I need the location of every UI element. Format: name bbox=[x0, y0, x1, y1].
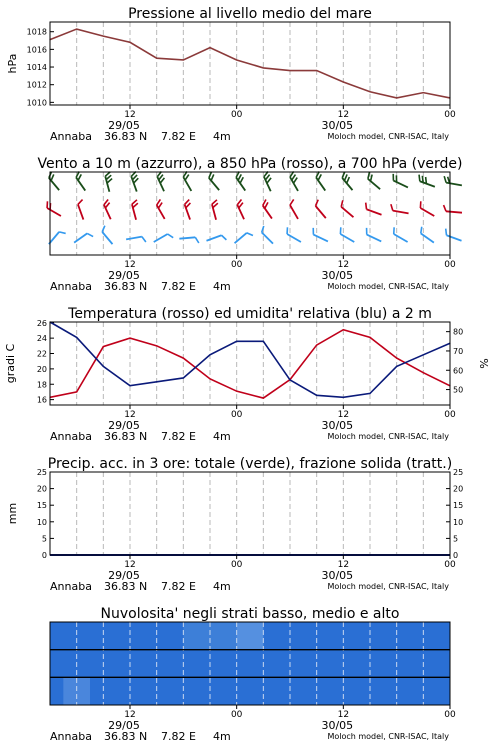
wind-barb-850hPa bbox=[77, 200, 89, 220]
station-lat: 36.83 N bbox=[104, 280, 148, 293]
y-tick-label: 18 bbox=[36, 380, 47, 390]
barb-shaft bbox=[104, 205, 111, 220]
wind-barb-10m bbox=[126, 236, 146, 245]
wind-barb-700hPa bbox=[443, 176, 463, 185]
station-lat: 36.83 N bbox=[104, 580, 148, 593]
humidity-line-point bbox=[396, 366, 397, 367]
y-axis-label: mm bbox=[6, 502, 19, 525]
humidity-line-point bbox=[289, 379, 290, 380]
model-credit: Moloch model, CNR-ISAC, Italy bbox=[327, 282, 449, 291]
panel-title: Pressione al livello medio del mare bbox=[128, 6, 372, 22]
wind-barb-850hPa bbox=[390, 204, 410, 213]
wind-barb-10m bbox=[364, 228, 384, 241]
humidity-line-point bbox=[343, 397, 344, 398]
pressure-line-point bbox=[129, 42, 130, 43]
x-tick-label: 00 bbox=[444, 560, 456, 570]
barb-feather bbox=[391, 227, 397, 234]
station-alt: 4m bbox=[213, 430, 231, 443]
date-label: 30/05 bbox=[321, 419, 354, 432]
temperature-line-point bbox=[316, 344, 317, 345]
panel-title: Precip. acc. in 3 ore: totale (verde), frazione solida (tratt.) bbox=[47, 456, 453, 472]
barb-feather bbox=[391, 174, 396, 181]
y-axis-label-right: % bbox=[478, 358, 491, 369]
wind-barb-850hPa bbox=[103, 199, 116, 219]
wind-barb-700hPa bbox=[47, 172, 64, 190]
x-tick-label: 12 bbox=[337, 110, 350, 120]
wind-barb-10m bbox=[179, 237, 198, 245]
y-tick-label: 0 bbox=[41, 551, 47, 560]
y-tick-label: 1012 bbox=[26, 80, 47, 90]
wind-barb-700hPa bbox=[391, 174, 411, 187]
barb-feather bbox=[168, 233, 174, 240]
barb-feather bbox=[364, 203, 369, 210]
barb-feather bbox=[284, 227, 290, 234]
model-credit: Moloch model, CNR-ISAC, Italy bbox=[327, 132, 449, 141]
x-tick-label: 12 bbox=[124, 260, 136, 270]
temperature-line-point bbox=[103, 346, 104, 347]
wind-barb-850hPa bbox=[211, 200, 222, 220]
pressure-line-point bbox=[396, 97, 397, 98]
barb-shaft bbox=[126, 237, 142, 240]
wind-barb-700hPa bbox=[182, 171, 197, 190]
y-tick-label: 26 bbox=[36, 318, 47, 328]
humidity-line-point bbox=[156, 381, 157, 382]
y-tick-label: 25 bbox=[36, 468, 47, 477]
barb-feather bbox=[390, 204, 394, 210]
y-tick-label: 20 bbox=[36, 484, 47, 494]
station-name: Annaba bbox=[50, 730, 92, 743]
pressure-line-point bbox=[209, 47, 210, 48]
wind-barb-700hPa bbox=[263, 171, 276, 191]
station-lon: 7.82 E bbox=[161, 730, 196, 743]
barb-shaft bbox=[446, 211, 462, 212]
wind-barb-10m bbox=[260, 226, 278, 244]
temperature-line-point bbox=[209, 378, 210, 379]
y-axis-label: hPa bbox=[6, 53, 19, 74]
wind-barb-700hPa bbox=[340, 172, 357, 190]
barb-shaft bbox=[393, 211, 409, 214]
y-tick-label-right: 5 bbox=[453, 534, 459, 544]
station-lat: 36.83 N bbox=[104, 130, 148, 143]
temperature-line-point bbox=[129, 338, 130, 339]
barb-feather bbox=[44, 201, 50, 208]
y-tick-label-right: 25 bbox=[453, 468, 464, 477]
station-name: Annaba bbox=[50, 130, 92, 143]
x-tick-label: 00 bbox=[230, 110, 243, 120]
pressure-line-point bbox=[369, 91, 370, 92]
x-tick-label: 00 bbox=[444, 410, 456, 420]
barb-shaft bbox=[420, 208, 434, 216]
x-tick-label: 12 bbox=[124, 110, 136, 120]
x-tick-label: 00 bbox=[444, 710, 456, 720]
barb-feather bbox=[417, 175, 422, 182]
barb-feather bbox=[443, 205, 447, 211]
barb-shaft bbox=[263, 205, 272, 218]
wind-barb-850hPa bbox=[314, 200, 331, 218]
temperature-line-point bbox=[156, 345, 157, 346]
wind-barb-850hPa bbox=[443, 205, 462, 213]
wind-barb-850hPa bbox=[339, 200, 357, 217]
y-tick-label: 15 bbox=[36, 501, 47, 511]
y-tick-label: 20 bbox=[36, 364, 47, 374]
barb-shaft bbox=[287, 234, 301, 242]
barb-shaft bbox=[290, 205, 298, 219]
humidity-line-point bbox=[183, 377, 184, 378]
station-alt: 4m bbox=[213, 580, 231, 593]
cloud-cell-alto bbox=[237, 622, 264, 650]
barb-shaft bbox=[366, 209, 381, 214]
wind-barb-700hPa bbox=[130, 172, 142, 192]
y-tick-label: 5 bbox=[41, 534, 47, 544]
barb-shaft bbox=[316, 177, 325, 190]
y-tick-label: 1010 bbox=[26, 98, 47, 108]
x-tick-label: 12 bbox=[124, 410, 136, 420]
temperature-line-point bbox=[423, 372, 424, 373]
x-tick-label: 12 bbox=[337, 560, 350, 570]
y-tick-label: 16 bbox=[36, 395, 47, 405]
x-tick-label: 00 bbox=[230, 260, 243, 270]
y-tick-label-right: 15 bbox=[453, 501, 464, 511]
station-alt: 4m bbox=[213, 730, 231, 743]
wind-barb-850hPa bbox=[155, 199, 170, 218]
pressure-line-point bbox=[236, 59, 237, 60]
barb-shaft bbox=[157, 205, 165, 219]
wind-barb-10m bbox=[100, 226, 117, 244]
wind-barb-850hPa bbox=[44, 201, 63, 216]
humidity-line-point bbox=[369, 393, 370, 394]
date-label: 29/05 bbox=[108, 569, 140, 582]
date-label: 30/05 bbox=[321, 269, 354, 282]
x-tick-label: 12 bbox=[337, 710, 350, 720]
humidity-line-point bbox=[316, 395, 317, 396]
x-tick-label: 00 bbox=[444, 110, 456, 120]
barb-shaft bbox=[179, 237, 195, 238]
barb-shaft bbox=[236, 177, 245, 190]
y-tick-label: 1014 bbox=[26, 63, 47, 73]
barb-shaft bbox=[367, 235, 382, 242]
wind-barb-10m bbox=[284, 227, 303, 242]
barb-shaft bbox=[47, 208, 61, 216]
x-tick-label: 00 bbox=[230, 560, 243, 570]
y-tick-label: 22 bbox=[36, 349, 47, 359]
date-label: 30/05 bbox=[321, 119, 354, 132]
date-label: 30/05 bbox=[321, 569, 354, 582]
station-name: Annaba bbox=[50, 580, 92, 593]
y-tick-label-right: 20 bbox=[453, 484, 464, 494]
barb-feather bbox=[195, 237, 199, 243]
station-name: Annaba bbox=[50, 280, 92, 293]
x-tick-label: 12 bbox=[337, 260, 350, 270]
y-tick-label-right: 60 bbox=[453, 366, 464, 376]
y-tick-label: 24 bbox=[36, 334, 47, 344]
barb-shaft bbox=[421, 233, 434, 242]
date-label: 29/05 bbox=[108, 269, 140, 282]
temperature-line-point bbox=[183, 358, 184, 359]
y-tick-label: 10 bbox=[36, 517, 47, 527]
y-tick-label-right: 0 bbox=[453, 551, 459, 560]
panel-title: Vento a 10 m (azzurro), a 850 hPa (rosso), a 700 hPa (verde) bbox=[37, 156, 463, 172]
y-tick-label: 1018 bbox=[26, 27, 47, 37]
x-tick-label: 00 bbox=[230, 410, 243, 420]
wind-barb-10m bbox=[338, 227, 357, 242]
wind-barb-10m bbox=[206, 234, 226, 246]
panel-title: Temperatura (rosso) ed umidita' relativa (blu) a 2 m bbox=[68, 306, 432, 322]
barb-shaft bbox=[394, 234, 408, 242]
y-tick-label: 1016 bbox=[26, 45, 47, 55]
pressure-line-point bbox=[343, 81, 344, 82]
barb-feather bbox=[142, 236, 146, 242]
barb-shaft bbox=[154, 234, 168, 242]
humidity-line-point bbox=[423, 354, 424, 355]
wind-barb-10m bbox=[235, 231, 253, 248]
barb-shaft bbox=[420, 181, 435, 186]
humidity-line-point bbox=[76, 337, 77, 338]
model-credit: Moloch model, CNR-ISAC, Italy bbox=[327, 732, 449, 741]
y-tick-label-right: 70 bbox=[453, 346, 464, 356]
wind-barb-700hPa bbox=[417, 175, 437, 187]
plot-frame bbox=[50, 322, 450, 405]
pressure-line-point bbox=[316, 70, 317, 71]
wind-barb-850hPa bbox=[418, 201, 437, 216]
humidity-line bbox=[50, 322, 450, 397]
barb-feather bbox=[444, 229, 449, 236]
temperature-line-point bbox=[343, 329, 344, 330]
barb-feather bbox=[338, 227, 344, 234]
x-tick-label: 00 bbox=[230, 710, 243, 720]
wind-barb-850hPa bbox=[131, 200, 142, 220]
station-lat: 36.83 N bbox=[104, 430, 148, 443]
x-tick-label: 12 bbox=[124, 710, 136, 720]
y-tick-label-right: 50 bbox=[453, 385, 464, 395]
barb-shaft bbox=[78, 204, 83, 219]
barb-feather bbox=[364, 228, 369, 235]
y-tick-label-right: 80 bbox=[453, 327, 464, 337]
model-credit: Moloch model, CNR-ISAC, Italy bbox=[327, 432, 449, 441]
pressure-line-point bbox=[156, 58, 157, 59]
pressure-line-point bbox=[423, 92, 424, 93]
model-credit: Moloch model, CNR-ISAC, Italy bbox=[327, 582, 449, 591]
temperature-line-point bbox=[263, 397, 264, 398]
wind-barb-850hPa bbox=[184, 200, 196, 220]
pressure-line-point bbox=[76, 28, 77, 29]
date-label: 29/05 bbox=[108, 119, 140, 132]
wind-barb-850hPa bbox=[364, 203, 384, 215]
temperature-line bbox=[50, 330, 450, 398]
barb-feather bbox=[77, 200, 84, 205]
y-tick-label-right: 10 bbox=[453, 517, 464, 527]
barb-shaft bbox=[313, 235, 328, 242]
barb-feather bbox=[59, 230, 66, 236]
y-axis-label: gradi C bbox=[4, 343, 17, 384]
station-name: Annaba bbox=[50, 430, 92, 443]
temperature-line-point bbox=[396, 358, 397, 359]
barb-shaft bbox=[340, 234, 354, 242]
pressure-line-point bbox=[289, 70, 290, 71]
date-label: 29/05 bbox=[108, 419, 140, 432]
plot-frame bbox=[50, 472, 450, 555]
pressure-line-point bbox=[183, 59, 184, 60]
barb-shaft bbox=[237, 205, 244, 220]
station-alt: 4m bbox=[213, 280, 231, 293]
station-lon: 7.82 E bbox=[161, 580, 196, 593]
barb-shaft bbox=[393, 181, 408, 188]
barb-shaft bbox=[183, 177, 191, 191]
humidity-line-point bbox=[103, 366, 104, 367]
humidity-line-point bbox=[209, 354, 210, 355]
wind-barb-10m bbox=[311, 228, 331, 241]
barb-shaft bbox=[74, 233, 87, 242]
wind-barb-700hPa bbox=[104, 172, 115, 192]
pressure-line-point bbox=[103, 36, 104, 37]
date-label: 29/05 bbox=[108, 719, 140, 732]
wind-barb-700hPa bbox=[289, 171, 304, 190]
pressure-line bbox=[50, 29, 450, 98]
x-tick-label: 00 bbox=[444, 260, 456, 270]
barb-feather bbox=[339, 200, 345, 207]
barb-shaft bbox=[76, 177, 85, 190]
station-lon: 7.82 E bbox=[161, 130, 196, 143]
barb-feather bbox=[443, 176, 447, 182]
barb-shaft bbox=[206, 235, 221, 240]
x-tick-label: 12 bbox=[337, 410, 350, 420]
wind-barb-10m bbox=[49, 230, 66, 248]
date-label: 30/05 bbox=[321, 719, 354, 732]
station-lon: 7.82 E bbox=[161, 280, 196, 293]
panel-title: Nuvolosita' negli strati basso, medio e alto bbox=[100, 606, 400, 622]
wind-barb-850hPa bbox=[236, 199, 249, 219]
temperature-line-point bbox=[369, 337, 370, 338]
x-tick-label: 12 bbox=[124, 560, 136, 570]
wind-barb-10m bbox=[418, 227, 437, 243]
humidity-line-point bbox=[129, 385, 130, 386]
barb-shaft bbox=[446, 235, 461, 240]
barb-feather bbox=[418, 201, 424, 208]
temperature-line-point bbox=[76, 391, 77, 392]
wind-barb-700hPa bbox=[207, 172, 224, 190]
station-alt: 4m bbox=[213, 130, 231, 143]
station-lon: 7.82 E bbox=[161, 430, 196, 443]
barb-feather bbox=[87, 232, 93, 239]
barb-feather bbox=[222, 234, 227, 241]
barb-shaft bbox=[446, 183, 462, 186]
humidity-line-point bbox=[263, 341, 264, 342]
barb-feather bbox=[247, 231, 253, 238]
wind-barb-700hPa bbox=[366, 172, 384, 189]
wind-barb-10m bbox=[391, 227, 410, 242]
barb-feather bbox=[260, 226, 266, 232]
station-lat: 36.83 N bbox=[104, 730, 148, 743]
temperature-line-point bbox=[236, 391, 237, 392]
pressure-line-point bbox=[263, 67, 264, 68]
barb-feather bbox=[311, 228, 316, 235]
wind-barb-850hPa bbox=[289, 199, 304, 218]
humidity-line-point bbox=[236, 341, 237, 342]
wind-barb-10m bbox=[444, 229, 464, 241]
wind-barb-700hPa bbox=[156, 171, 169, 191]
